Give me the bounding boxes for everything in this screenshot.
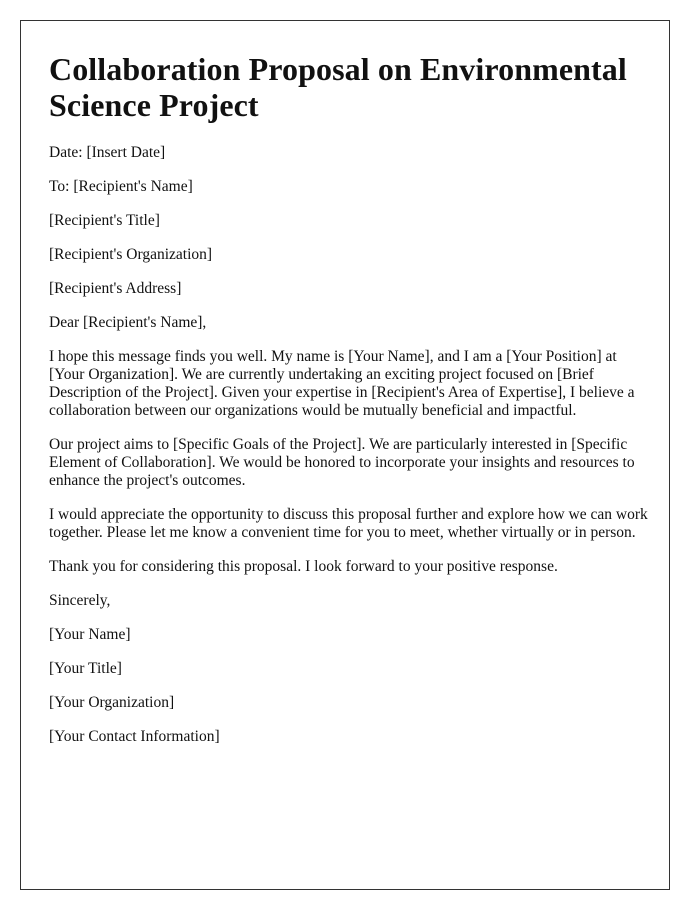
recipient-title-line: [Recipient's Title]	[49, 212, 160, 229]
recipient-address-line: [Recipient's Address]	[49, 280, 182, 297]
sender-name-line: [Your Name]	[49, 626, 131, 643]
letter-title: Collaboration Proposal on Environmental Science Project	[49, 51, 627, 123]
recipient-name-line: To: [Recipient's Name]	[49, 178, 193, 195]
sender-contact-line: [Your Contact Information]	[49, 728, 220, 745]
body-paragraph-intro: I hope this message finds you well. My name is [Your Name], and I am a [Your Position] at [Your Organization]. We are currently undertaking an exciting project focused on [Brief Description of the Project]. Given your expertise in [Recipient's Area of Expertise], I believe a collaboration between our organizations would be mutually beneficial and impactful.	[49, 348, 635, 419]
sender-organization-line: [Your Organization]	[49, 694, 175, 711]
closing: Sincerely,	[49, 592, 111, 609]
body-paragraph-request: I would appreciate the opportunity to discuss this proposal further and explore how we can work together. Please let me know a convenient time for you to meet, whether virtually or in person.	[49, 506, 648, 541]
recipient-organization-line: [Recipient's Organization]	[49, 246, 213, 263]
sender-title-line: [Your Title]	[49, 660, 122, 677]
body-paragraph-thanks: Thank you for considering this proposal. I look forward to your positive response.	[49, 558, 558, 575]
letter-page	[20, 20, 670, 890]
date-line: Date: [Insert Date]	[49, 144, 166, 161]
salutation: Dear [Recipient's Name],	[49, 314, 207, 331]
body-paragraph-goals: Our project aims to [Specific Goals of the Project]. We are particularly interested in [Specific Element of Collaboration]. We would be honored to incorporate your insights and resources to enhance the project's outcomes.	[49, 436, 635, 489]
